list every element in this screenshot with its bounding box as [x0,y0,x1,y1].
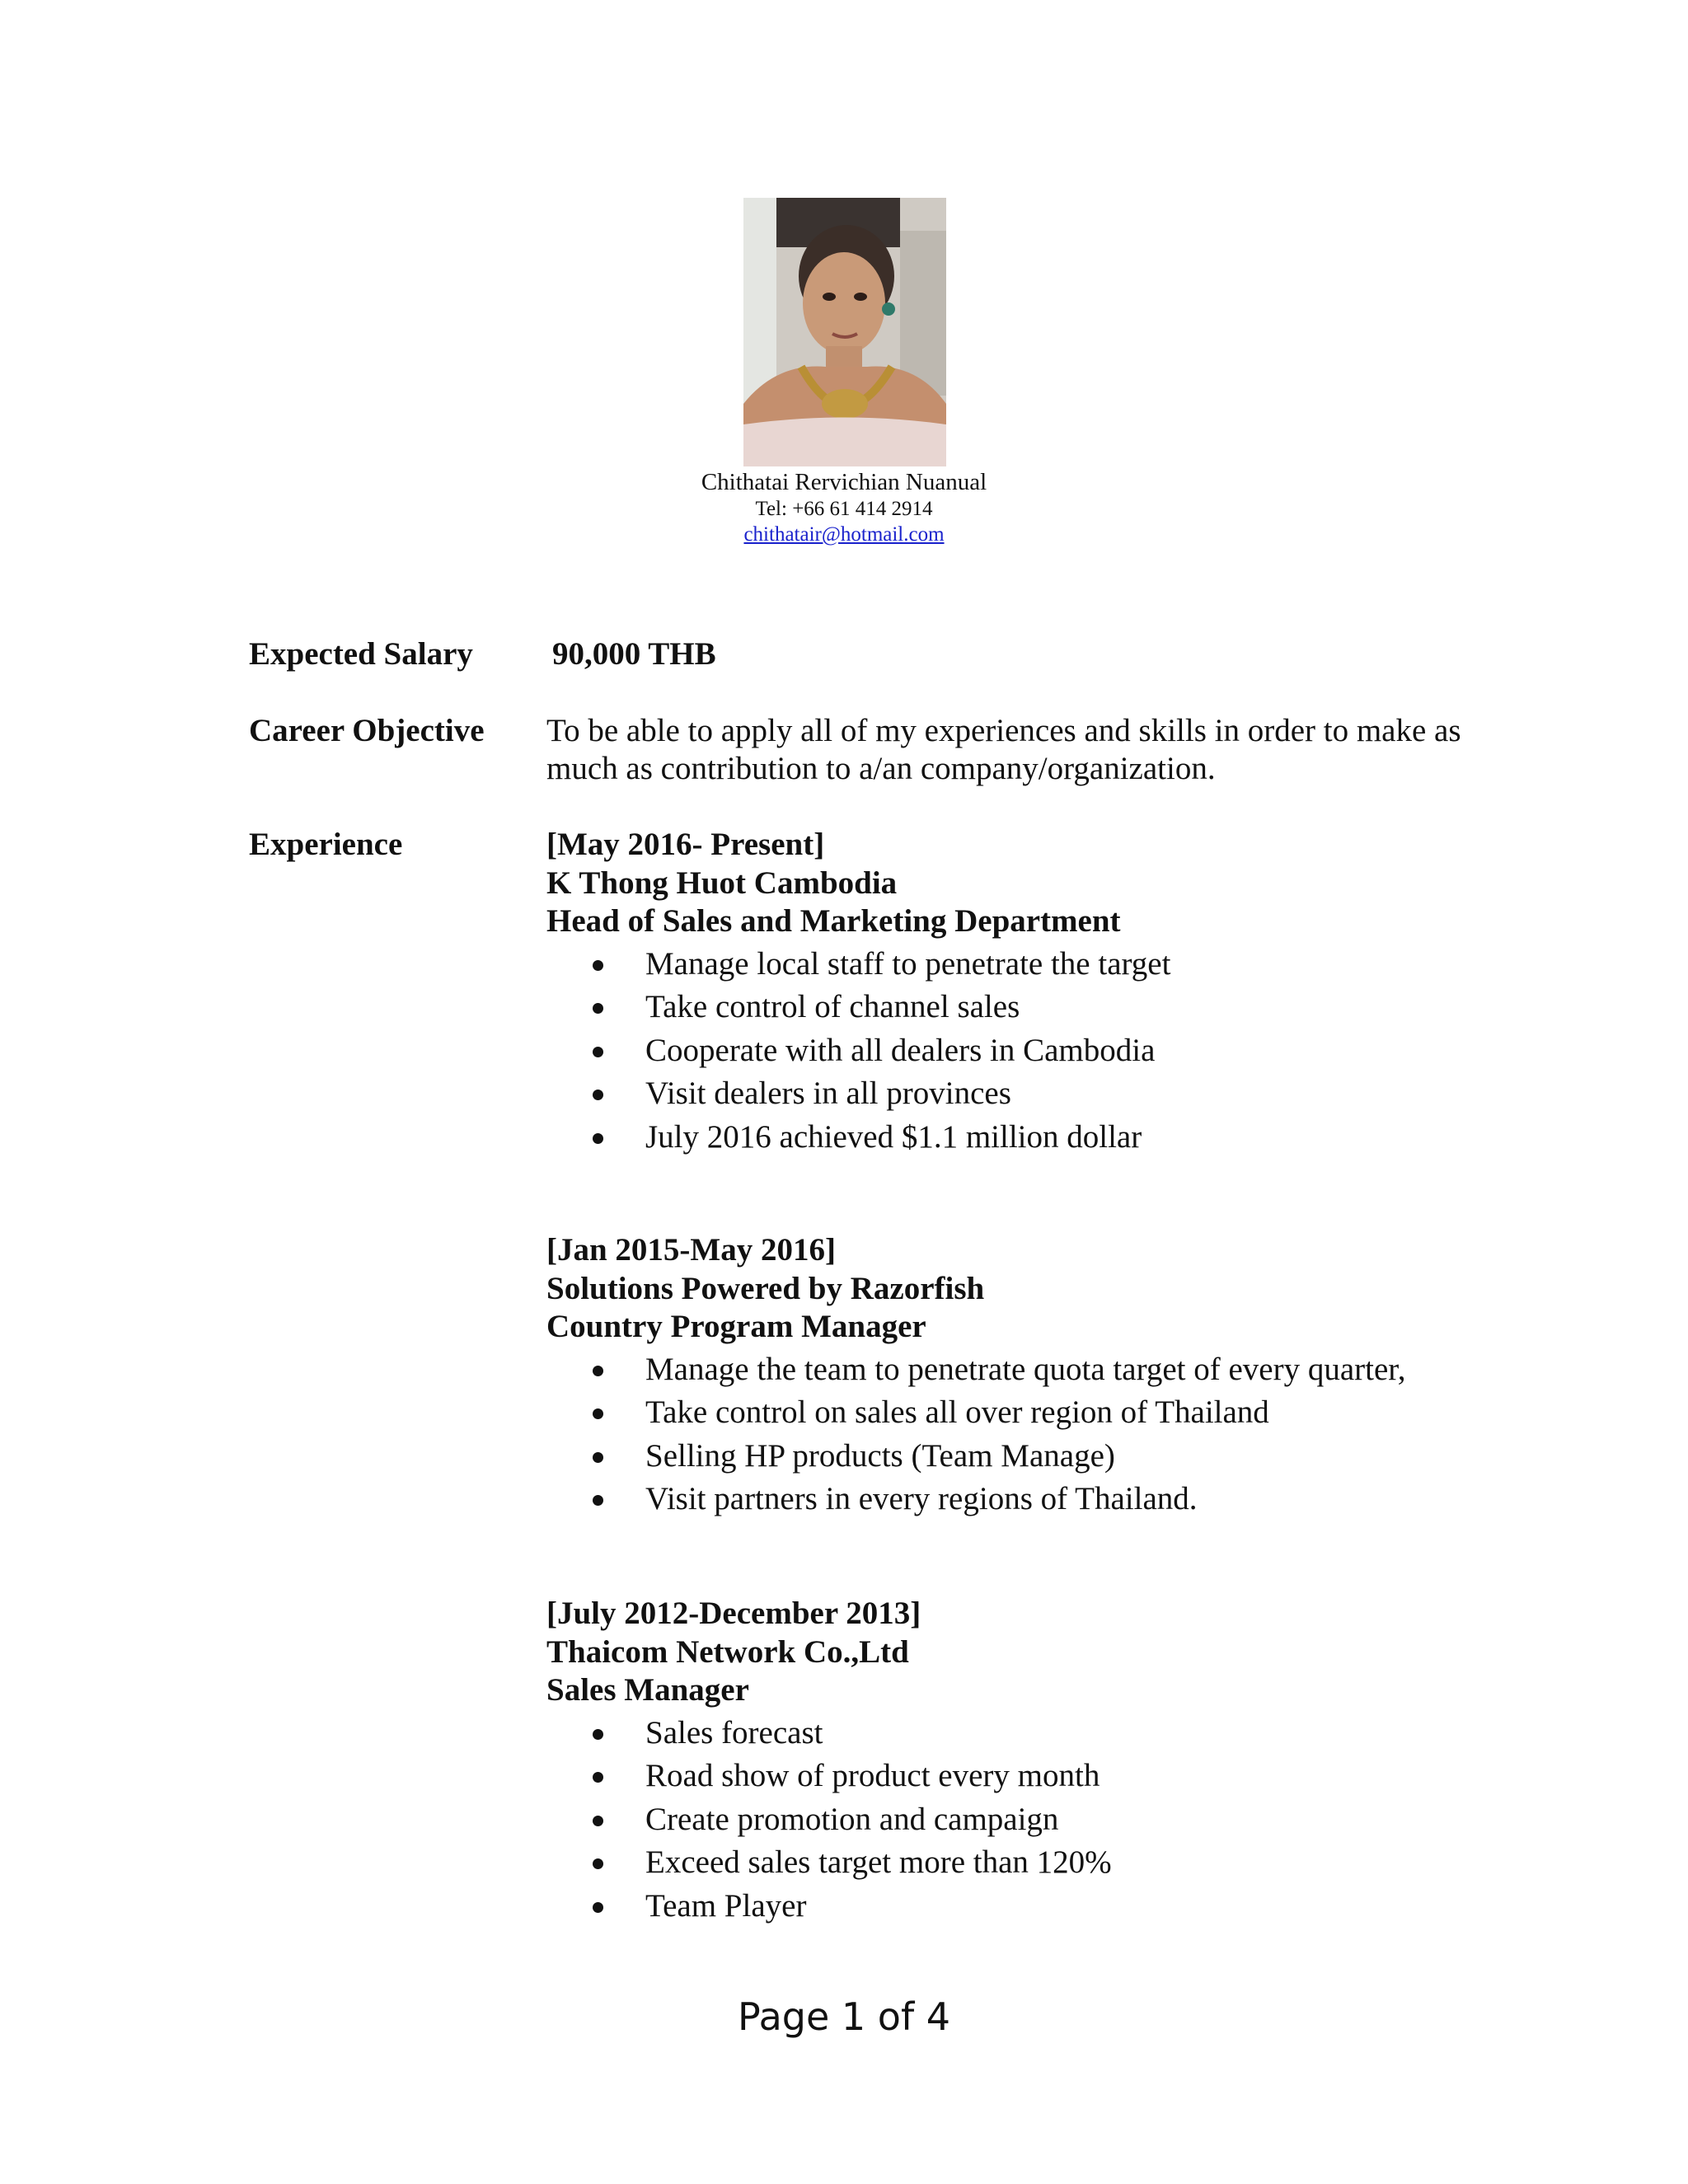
bullet-icon [593,1495,603,1506]
job-bullet-text: Road show of product every month [645,1758,1100,1793]
job-company: Solutions Powered by Razorfish [546,1270,985,1306]
page-number: Page 1 of 4 [737,1994,951,2039]
bullet-icon [593,1366,603,1376]
objective-text: To be able to apply all of my experiences and skills in order to make as much as contribution to a/an company/organization. [546,713,1461,786]
job-bullet-text: Take control on sales all over region of Thailand [645,1394,1269,1430]
portrait-photo-icon [743,198,946,466]
job-company: Thaicom Network Co.,Ltd [546,1633,909,1670]
objective-label: Career Objective [249,713,485,748]
job-title: Country Program Manager [546,1309,926,1344]
bullet-icon [593,1729,603,1740]
bullet-icon [593,1772,603,1783]
candidate-email-line [0,523,1688,547]
job-bullet-text: Team Player [645,1887,807,1924]
salary-label: Expected Salary [249,636,473,672]
job-period: [May 2016- Present] [546,827,825,862]
job-bullet-text: Sales forecast [645,1714,823,1750]
candidate-phone: Tel: +66 61 414 2914 [755,498,933,520]
job-bullet [546,1755,1536,1798]
job-bullet-text: Create promotion and campaign [645,1801,1059,1837]
bullet-icon [593,1003,603,1014]
bullet-icon [593,1047,603,1057]
profile-photo [743,198,946,466]
bullet-icon [593,1452,603,1463]
job-bullet-list [546,1348,1536,1521]
job-period: [July 2012-December 2013] [546,1596,921,1631]
bullet-icon [593,1858,603,1869]
bullet-icon [593,1816,603,1826]
job-company: K Thong Huot Cambodia [546,865,898,901]
email-link[interactable]: chithatair@hotmail.com [743,523,945,546]
job-bullet [546,1348,1536,1392]
job-bullet-text: Selling HP products (Team Manage) [645,1437,1115,1474]
job-bullet [546,1029,1536,1073]
job-bullet-list [546,1712,1536,1929]
job-bullet [546,1798,1536,1842]
experience-label: Experience [249,827,403,862]
job-bullet-text: Take control of channel sales [645,989,1020,1024]
salary-value: 90,000 THB [552,636,716,672]
job-bullet [546,943,1536,987]
job-bullet-text: Manage the team to penetrate quota target of every quarter, [645,1351,1406,1387]
job-title: Head of Sales and Marketing Department [546,903,1121,939]
job-title: Sales Manager [546,1672,749,1708]
job-bullet-text: Visit dealers in all provinces [645,1076,1011,1111]
job-entry [546,1595,1536,1928]
job-bullet [546,1072,1536,1116]
job-entry [546,1231,1536,1521]
job-bullet [546,1841,1536,1885]
candidate-name: Chithatai Rervichian Nuanual [701,469,987,495]
job-bullet [546,1885,1536,1929]
job-bullet [546,1435,1536,1479]
job-bullet-text: Manage local staff to penetrate the target [645,945,1171,982]
bullet-icon [593,1090,603,1100]
job-bullet [546,986,1536,1029]
job-bullet-text: Exceed sales target more than 120% [645,1844,1112,1880]
job-bullet-list [546,943,1536,1160]
job-bullet [546,1391,1536,1435]
job-bullet-text: Visit partners in every regions of Thailand. [645,1481,1198,1516]
bullet-icon [593,1133,603,1144]
bullet-icon [593,960,603,971]
job-bullet [546,1712,1536,1755]
bullet-icon [593,1408,603,1419]
job-entry [546,826,1536,1159]
job-period: [Jan 2015-May 2016] [546,1232,836,1268]
job-bullet-text: July 2016 achieved $1.1 million dollar [645,1118,1142,1155]
job-bullet-text: Cooperate with all dealers in Cambodia [645,1032,1156,1068]
bullet-icon [593,1902,603,1913]
job-bullet [546,1116,1536,1160]
job-bullet [546,1478,1536,1521]
